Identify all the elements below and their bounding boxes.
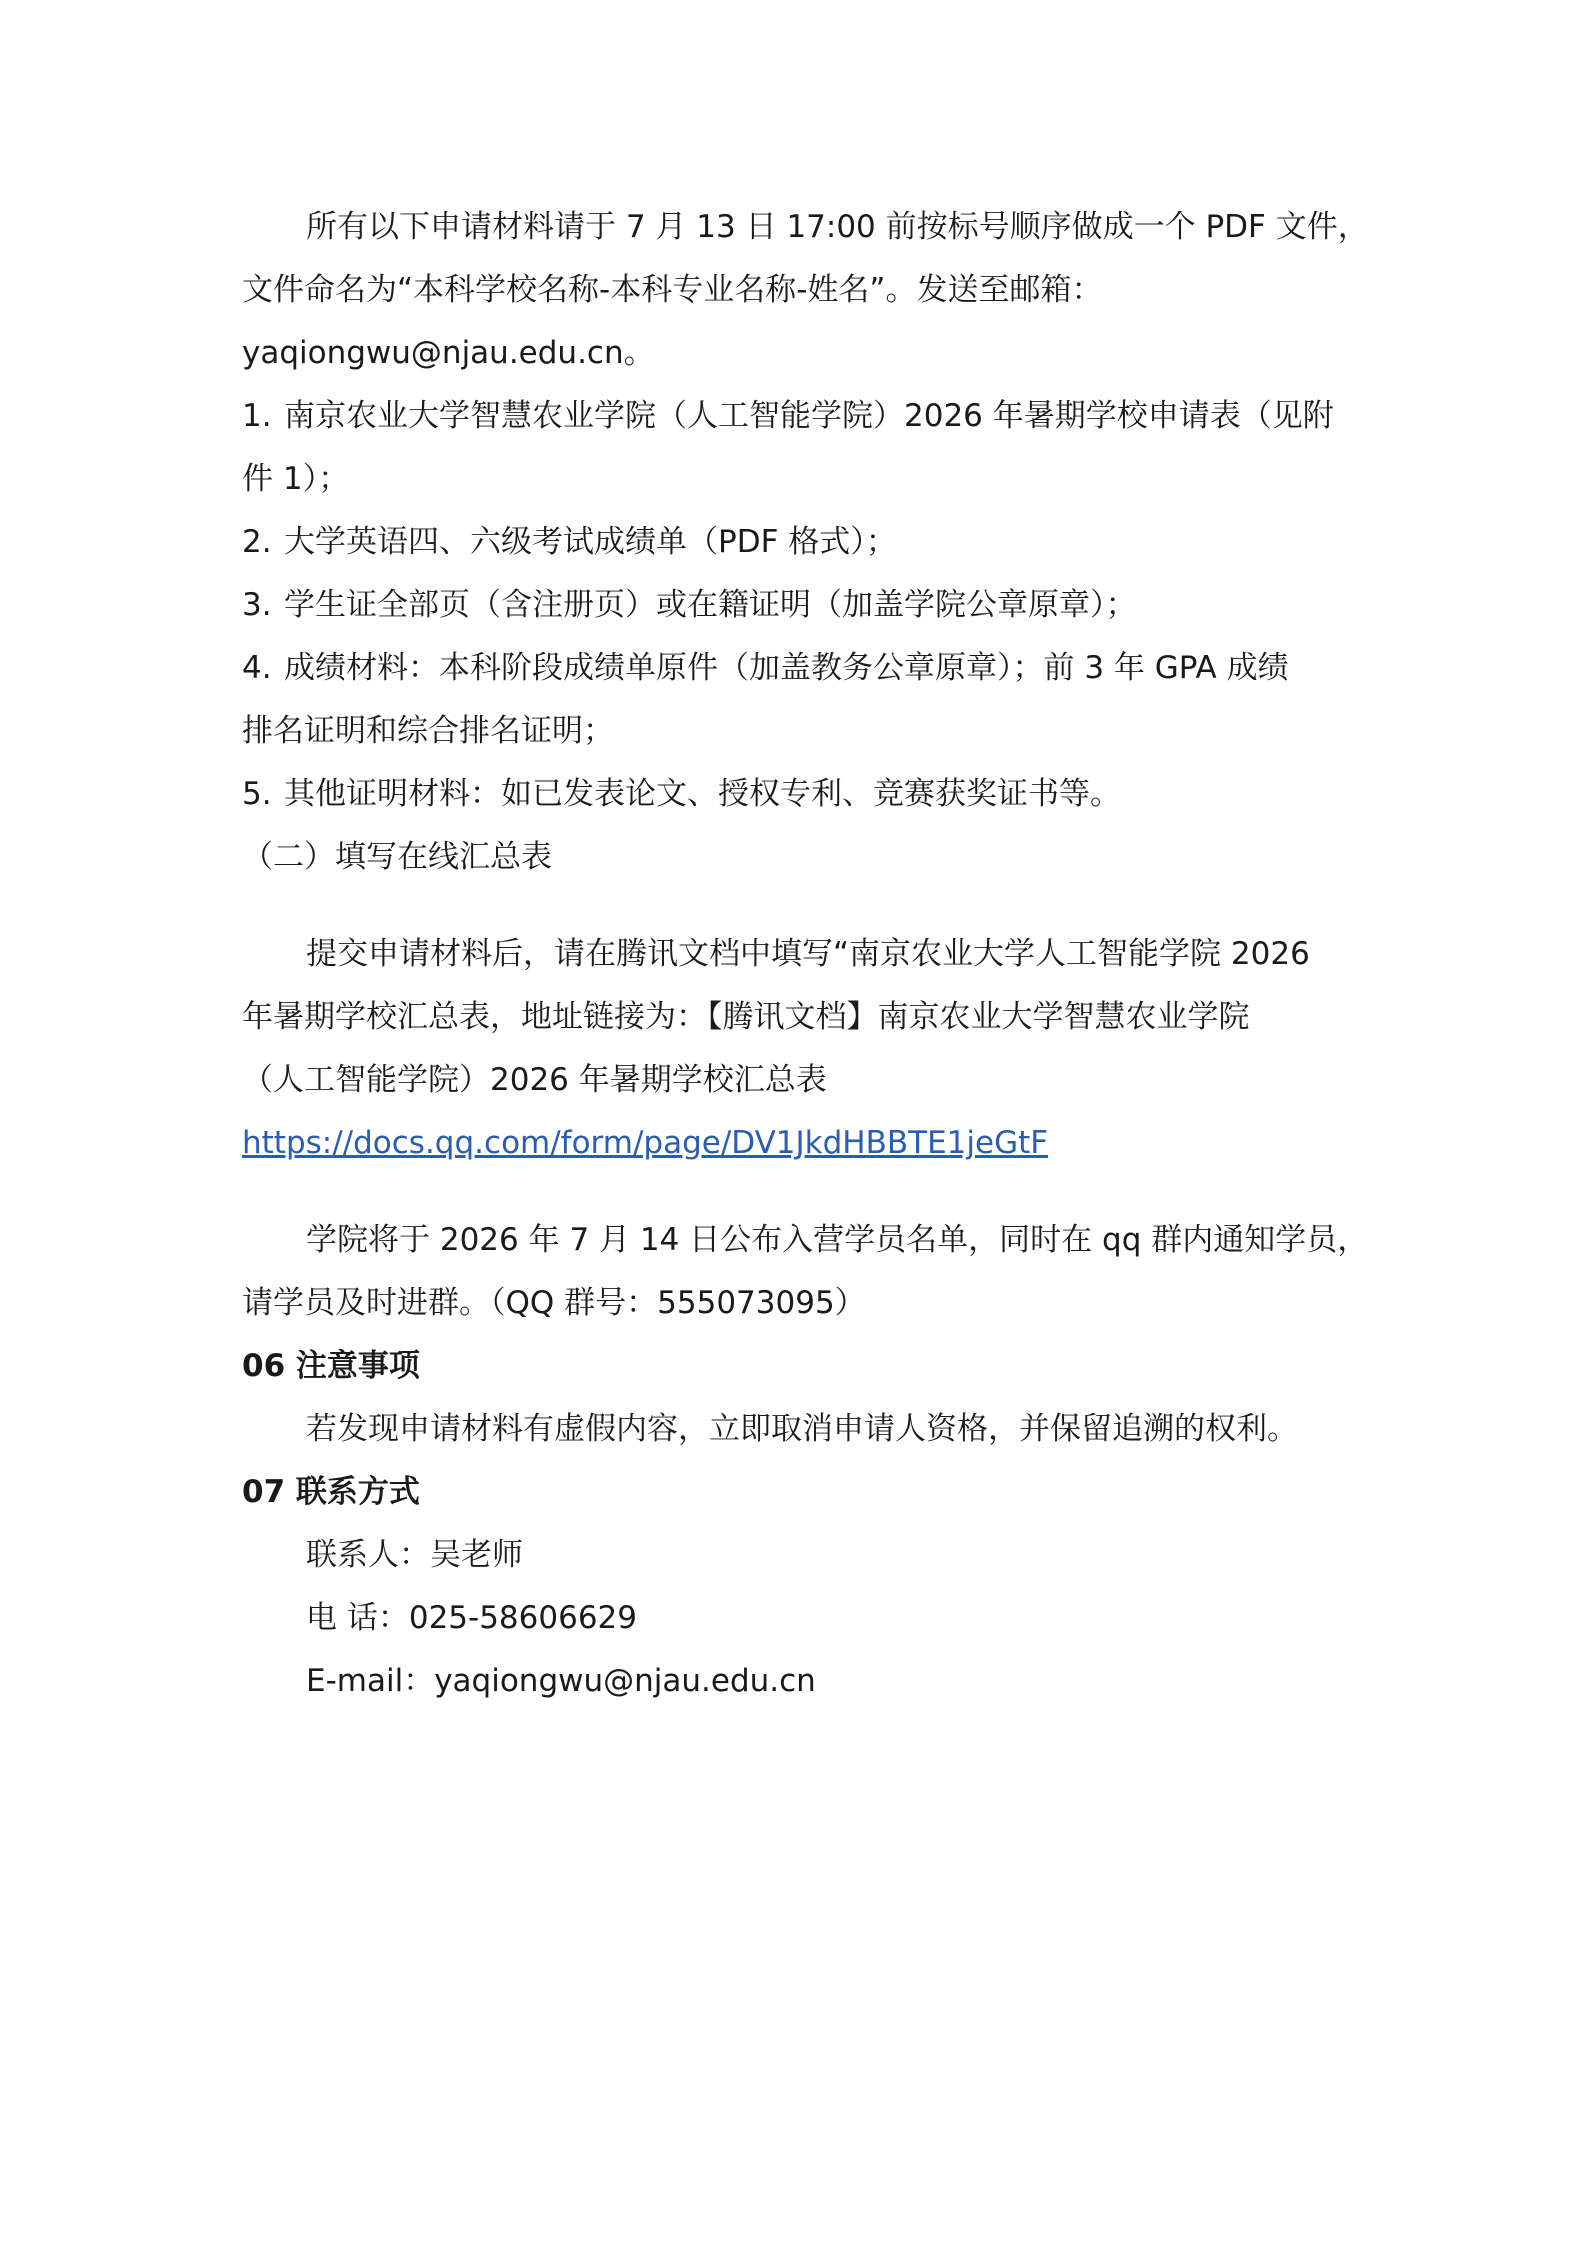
- intro-line-1: 所有以下申请材料请于 7 月 13 日 17:00 前按标号顺序做成一个 PDF 文件，: [306, 209, 1369, 245]
- notice-heading: 06 注意事项: [242, 1348, 420, 1384]
- list-item: [242, 574, 1352, 637]
- intro-paragraph: [242, 196, 1369, 385]
- contact-person: 联系人：吴老师: [306, 1537, 523, 1573]
- materials-list: [242, 385, 1352, 826]
- list-item-continuation: 排名证明和综合排名证明；: [242, 713, 614, 749]
- list-item-text: 大学英语四、六级考试成绩单（PDF 格式）；: [284, 524, 897, 560]
- intro-line-3: yaqiongwu@njau.edu.cn。: [242, 335, 655, 371]
- list-item-number: 5.: [242, 776, 272, 812]
- announce-paragraph: [242, 1209, 1369, 1335]
- list-item-number: 1.: [242, 398, 272, 434]
- list-item-text: 学生证全部页（含注册页）或在籍证明（加盖学院公章原章）；: [284, 587, 1137, 623]
- list-item-number: 4.: [242, 650, 272, 686]
- list-item: [242, 511, 1352, 574]
- list-item-number: 2.: [242, 524, 272, 560]
- spacer: [242, 889, 1352, 923]
- notice-text: 若发现申请材料有虚假内容，立即取消申请人资格，并保留追溯的权利。: [306, 1411, 1298, 1447]
- section-2-line-1: 提交申请材料后，请在腾讯文档中填写“南京农业大学人工智能学院 2026: [306, 936, 1310, 972]
- list-item-text: 成绩材料：本科阶段成绩单原件（加盖教务公章原章）；前 3 年 GPA 成绩: [284, 650, 1289, 686]
- document-page: [242, 196, 1369, 1713]
- announce-line-1: 学院将于 2026 年 7 月 14 日公布入营学员名单，同时在 qq 群内通知学员，: [306, 1222, 1369, 1258]
- list-item-text: 南京农业大学智慧农业学院（人工智能学院）2026 年暑期学校申请表（见附: [284, 398, 1334, 434]
- list-item: [242, 763, 1352, 826]
- section-2-line-3: （人工智能学院）2026 年暑期学校汇总表: [242, 1062, 827, 1098]
- list-item-text: 其他证明材料：如已发表论文、授权专利、竞赛获奖证书等。: [284, 776, 1121, 812]
- list-item-continuation: 件 1）；: [242, 461, 350, 497]
- contact-phone: 电 话：025-58606629: [306, 1600, 637, 1636]
- spacer: [242, 1175, 1352, 1209]
- summary-form-link[interactable]: https://docs.qq.com/form/page/DV1JkdHBBTE1jeGtF: [242, 1125, 1049, 1161]
- list-item: [242, 637, 1352, 700]
- section-2-paragraph: [242, 923, 1352, 1175]
- section-2-heading: （二）填写在线汇总表: [242, 839, 552, 875]
- section-2-line-2: 年暑期学校汇总表，地址链接为：【腾讯文档】南京农业大学智慧农业学院: [242, 999, 1250, 1035]
- intro-line-2: 文件命名为“本科学校名称-本科专业名称-姓名”。发送至邮箱：: [242, 272, 1103, 308]
- contact-email: E-mail：yaqiongwu@njau.edu.cn: [306, 1663, 816, 1699]
- list-item-number: 3.: [242, 587, 272, 623]
- announce-line-2: 请学员及时进群。（QQ 群号：555073095）: [242, 1285, 866, 1321]
- contact-heading: 07 联系方式: [242, 1474, 420, 1510]
- list-item: [242, 385, 1352, 448]
